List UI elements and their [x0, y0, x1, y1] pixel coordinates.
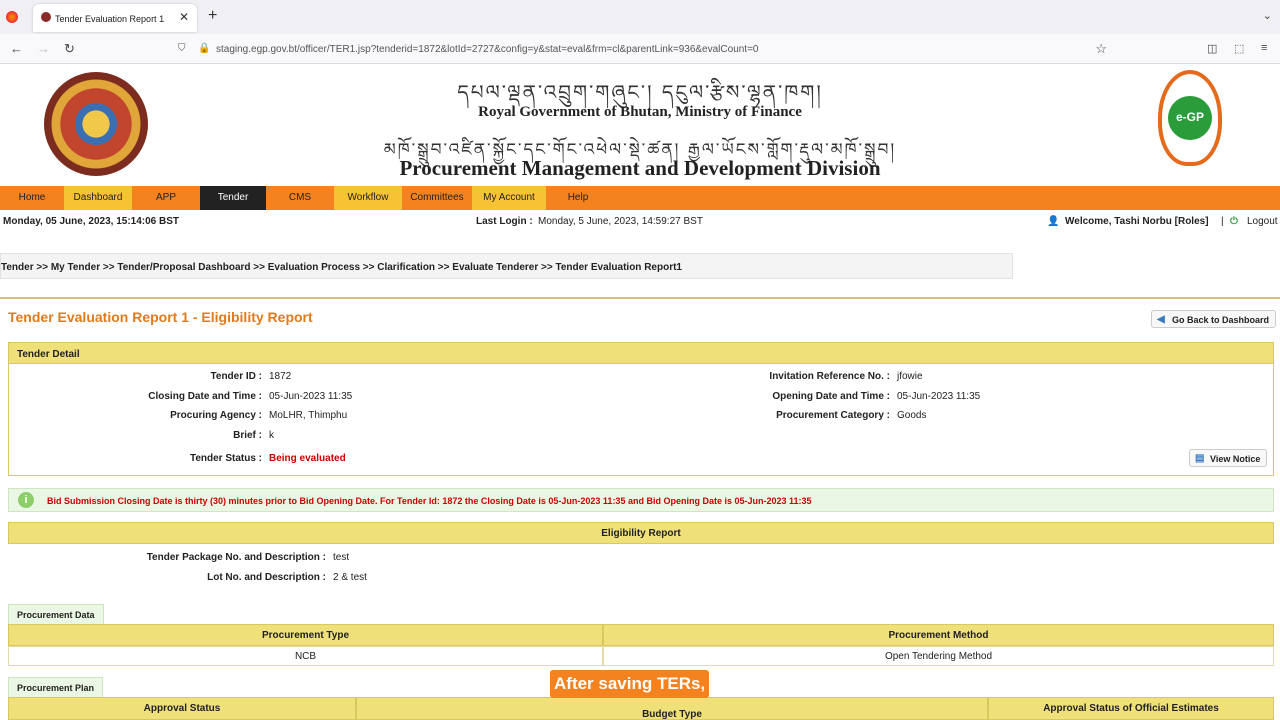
- info-icon: i: [18, 492, 34, 508]
- view-notice-button[interactable]: [1189, 449, 1267, 467]
- banner-ministry-title: Royal Government of Bhutan, Ministry of Finance: [478, 104, 802, 120]
- opening-date-value: 05-Jun-2023 11:35: [897, 391, 981, 402]
- close-tab-icon[interactable]: ✕: [178, 10, 189, 24]
- menu-tender[interactable]: Tender: [200, 186, 266, 210]
- forward-icon[interactable]: →: [37, 41, 50, 56]
- menu-icon[interactable]: ≡: [1261, 42, 1268, 54]
- list-tabs-chevron-icon[interactable]: ⌄: [1262, 10, 1272, 22]
- session-info-bar: [0, 210, 1280, 232]
- banner-dzongkha-line1: དཔལ་ལྡན་འབྲུག་གཞུང་། དངུལ་རྩིས་ལྷན་ཁག།: [457, 80, 823, 104]
- banner-dzongkha-line2: མཁོ་སྒྲུབ་འཛིན་སྐྱོང་དང་གོང་འཕེལ་སྡེ་ཚན། རྒྱལ་ཡོངས་གློག་རྡུལ་མཁོ་སྒྲུབ།: [383, 140, 897, 160]
- closing-date-value: 05-Jun-2023 11:35: [269, 391, 353, 402]
- tender-detail-heading: Tender Detail: [8, 342, 1274, 364]
- go-back-dashboard-button[interactable]: [1151, 310, 1276, 328]
- pocket-icon[interactable]: ◫: [1207, 43, 1218, 55]
- package-value: test: [333, 552, 350, 563]
- tab-procurement-plan[interactable]: Procurement Plan: [8, 677, 103, 697]
- page-title: Tender Evaluation Report 1 - Eligibility Report: [8, 309, 313, 325]
- tab-title: Tender Evaluation Report 1: [55, 14, 165, 24]
- egp-logo: [1154, 70, 1226, 178]
- menu-app[interactable]: APP: [155, 192, 176, 203]
- opening-date-label: Opening Date and Time :: [772, 391, 890, 402]
- notice-text: Bid Submission Closing Date is thirty (30) minutes prior to Bid Opening Date. For Tender Id: 1872 the Closing Date is 05-Jun-2023 11:35 and Bid Opening Date is 05-Jun-2023 11:35: [47, 496, 812, 506]
- brief-value: k: [269, 430, 274, 441]
- closing-date-notice: [8, 488, 1274, 512]
- menu-committees[interactable]: Committees: [410, 192, 464, 203]
- browser-tab-strip: [0, 0, 1280, 34]
- video-caption: After saving TERs,: [550, 670, 709, 698]
- lot-label: Lot No. and Description :: [207, 572, 326, 583]
- tab-procurement-data[interactable]: Procurement Data: [8, 604, 104, 624]
- logout-link[interactable]: Logout: [1247, 216, 1278, 227]
- back-icon[interactable]: ←: [10, 41, 23, 56]
- bookmark-star-icon[interactable]: ☆: [1095, 41, 1107, 56]
- approval-status-header: Approval Status: [8, 697, 356, 720]
- main-menu: [0, 186, 1280, 210]
- budget-type-header: Budget Type: [356, 697, 988, 720]
- tender-status-value: Being evaluated: [269, 453, 346, 464]
- procurement-type-value: NCB: [8, 646, 603, 666]
- firefox-icon[interactable]: [6, 11, 18, 23]
- egp-logo-text: e-GP: [1168, 96, 1212, 140]
- procurement-method-header: Procurement Method: [603, 624, 1274, 646]
- welcome-user[interactable]: Welcome, Tashi Norbu [Roles]: [1065, 216, 1209, 227]
- site-favicon-icon: [41, 12, 51, 22]
- menu-workflow[interactable]: Workflow: [334, 186, 402, 210]
- package-label: Tender Package No. and Description :: [146, 552, 326, 563]
- brief-label: Brief :: [233, 430, 262, 441]
- procuring-agency-label: Procuring Agency :: [170, 410, 262, 421]
- go-back-label: Go Back to Dashboard: [1172, 315, 1270, 325]
- invitation-ref-label: Invitation Reference No. :: [769, 371, 890, 382]
- browser-tab[interactable]: [33, 4, 197, 32]
- lot-value: 2 & test: [333, 572, 367, 583]
- procuring-agency-value: MoLHR, Thimphu: [269, 410, 348, 421]
- procurement-category-value: Goods: [897, 410, 927, 421]
- url-bar[interactable]: [170, 38, 1115, 60]
- procurement-type-header: Procurement Type: [8, 624, 603, 646]
- tender-id-value: 1872: [269, 371, 292, 382]
- infobar-separator: |: [1221, 216, 1224, 227]
- invitation-ref-value: jfowie: [897, 371, 923, 382]
- breadcrumb[interactable]: Tender >> My Tender >> Tender/Proposal Dashboard >> Evaluation Process >> Clarification >> Evaluate Tenderer >> Tender Evaluation Report1: [0, 253, 1013, 279]
- last-login-label: Last Login :: [476, 216, 533, 227]
- eligibility-report-heading: Eligibility Report: [8, 522, 1274, 544]
- current-date: Monday, 05 June, 2023, 15:14:06 BST: [3, 216, 180, 227]
- last-login-value: Monday, 5 June, 2023, 14:59:27 BST: [538, 216, 703, 227]
- banner-division-title: Procurement Management and Development Division: [399, 156, 881, 180]
- menu-home[interactable]: Home: [18, 192, 46, 203]
- view-notice-label: View Notice: [1210, 454, 1261, 464]
- menu-my-account[interactable]: My Account: [472, 186, 546, 210]
- reload-icon[interactable]: ↻: [64, 41, 75, 56]
- tender-id-label: Tender ID :: [210, 371, 262, 382]
- procurement-category-label: Procurement Category :: [776, 410, 890, 421]
- menu-help[interactable]: Help: [567, 192, 589, 203]
- new-tab-icon[interactable]: +: [208, 7, 218, 24]
- site-banner: [0, 64, 1280, 186]
- menu-cms[interactable]: CMS: [288, 192, 312, 203]
- notice-icon: ▤: [1195, 453, 1205, 464]
- closing-date-label: Closing Date and Time :: [148, 391, 262, 402]
- browser-toolbar: [0, 34, 1280, 64]
- shield-icon[interactable]: ⛉: [178, 43, 186, 54]
- procurement-method-value: Open Tendering Method: [603, 646, 1274, 666]
- url-text[interactable]: staging.egp.gov.bt/officer/TER1.jsp?tenderid=1872&lotId=2727&config=y&stat=eval&frm=cl&parentLink=936&evalCount=0: [216, 44, 759, 55]
- user-icon: 👤: [1047, 216, 1060, 227]
- tender-status-label: Tender Status :: [189, 453, 262, 464]
- official-estimates-status-header: Approval Status of Official Estimates: [988, 697, 1274, 720]
- extensions-icon[interactable]: ⬚: [1234, 43, 1245, 55]
- lock-icon[interactable]: 🔒: [198, 43, 211, 54]
- back-arrow-icon: ◀: [1157, 314, 1165, 325]
- menu-dashboard[interactable]: Dashboard: [64, 186, 132, 210]
- logout-icon[interactable]: ⏻: [1230, 216, 1238, 227]
- divider: [0, 297, 1280, 299]
